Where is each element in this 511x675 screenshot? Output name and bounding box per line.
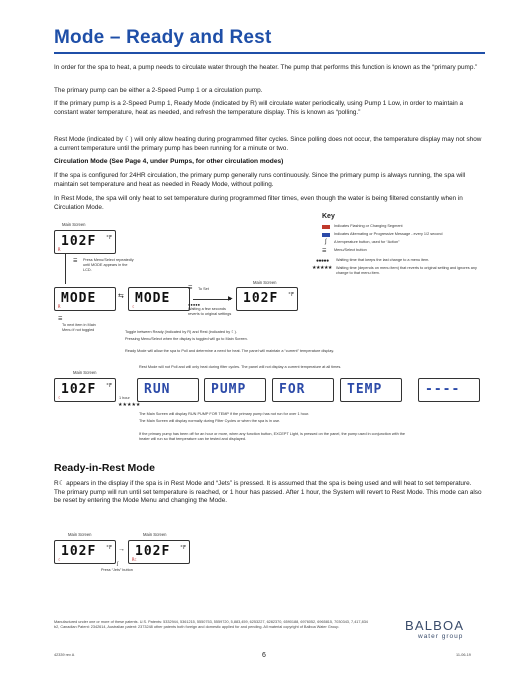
ready-in-rest-heading: Ready-in-Rest Mode	[54, 462, 155, 474]
circulation-paragraph-2: In Rest Mode, the spa will only heat to set temperature during programmed filter times, even though the water is being filtered constantly when in Circulation Mode.	[54, 195, 463, 211]
lcd-deg-4: °F	[105, 545, 112, 551]
lcd-main-screen-2	[236, 287, 298, 311]
lcd-main-screen-4	[54, 540, 116, 564]
waiting-note: Waiting a few seconds reverts to original settings	[188, 307, 232, 316]
lcd-main-screen-5	[128, 540, 190, 564]
main-screen-label-4: Main Screen	[68, 532, 92, 537]
lcd-temp-msg	[340, 378, 402, 402]
wait-stars-icon: ★★★★★	[118, 402, 141, 408]
lcd-main-screen-1	[54, 230, 116, 254]
lcd-mode-indicator-icon: ☾	[58, 557, 61, 562]
sequence-note-1: The Main Screen will display RUN PUMP FOR TEMP if the primary pump has not run for over 1 hour.	[139, 412, 310, 416]
lcd-temp-2: 102F	[243, 291, 279, 306]
key-title: Key	[322, 213, 335, 220]
circulation-paragraph-1: If the spa is configured for 24HR circulation, the primary pump generally runs continuously. Since the primary pump is always running, the spa will maintain set temperature and heat as needed in Ready Mode, without polling.	[54, 172, 466, 188]
lcd-mode-screen-2	[128, 285, 193, 311]
ready-in-rest-paragraph: R☾ appears in the display if the spa is in Rest Mode and “Jets” is pressed. It is assumed that the spa is being used and will heat to set temperature. The primary pump will run until set temperature is reached, or 1 hour has passed. After 1 hour, the System will revert to Rest Mode. This mode can also be reset by entering the Mode Menu and changing the Mode.	[54, 480, 482, 504]
lcd-for-text: FOR	[279, 382, 306, 397]
balboa-logo-sub: water group	[418, 633, 464, 640]
lcd-pump-text: PUMP	[211, 382, 247, 397]
wait-dots-icon: ●●●●●	[188, 302, 201, 307]
lcd-temp-msg-text: TEMP	[347, 382, 383, 397]
wait-dots-icon: ●●●●●	[316, 258, 329, 264]
page-title: Mode – Ready and Rest	[54, 27, 272, 48]
toggle-note-1: Toggle between Ready (indicated by R) and Rest (indicated by ☾).	[125, 330, 237, 334]
title-rule	[54, 52, 485, 54]
lcd-deg-3: °F	[105, 383, 112, 389]
rest-mode-note: Rest Mode will not Poll and will only heat during filter cycles. The panel will not display a current temperature at all times.	[139, 365, 342, 369]
menu-button-icon[interactable]: ☰	[188, 285, 193, 291]
main-screen-label-2: Main Screen	[253, 280, 277, 285]
main-screen-label-3: Main Screen	[73, 370, 97, 375]
key-item-3: A temperature button, used for “Action”	[334, 240, 400, 244]
lcd-mode-indicator-icon: ☾	[132, 304, 135, 309]
sequence-note-2: The Main Screen will display normally during Filter Cycles or when the spa is in use.	[139, 419, 281, 423]
menu-button-icon[interactable]: ☰	[58, 316, 63, 322]
lcd-mode-screen-1	[54, 287, 116, 311]
lcd-main-screen-3	[54, 378, 116, 402]
arrow-right-icon: ▶	[228, 296, 233, 302]
lcd-mode-indicator-icon: ☾	[58, 395, 61, 400]
lcd-mode-1: MODE	[61, 291, 97, 306]
key-item-4: Menu/Select button	[334, 248, 367, 252]
lcd-mode-indicator-icon: R☾	[132, 557, 137, 562]
circulation-heading: Circulation Mode (See Page 4, under Pumps, for other circulation modes)	[54, 158, 284, 165]
blue-swatch-icon	[322, 233, 330, 237]
to-next-note: To next item in Main Menu if not toggled	[62, 323, 96, 332]
intro-paragraph-1: In order for the spa to heat, a pump needs to circulate water through the heater. The pump that performs this function is known as the “primary pump.”	[54, 64, 478, 71]
menu-button-icon: ☰	[322, 248, 327, 254]
intro-paragraph-4: Rest Mode (indicated by ☾) will only allow heating during programmed filter cycles. Since polling does not occur, the temperature display may not show a current temperature until the primary pump has been running for a minute or two.	[54, 136, 482, 152]
lcd-run-text: RUN	[144, 382, 171, 397]
balboa-logo: BALBOA	[405, 618, 465, 633]
jets-button-icon[interactable]: ∫	[117, 561, 119, 567]
lcd-temp-5: 102F	[135, 544, 171, 559]
page-number: 6	[262, 652, 266, 659]
wait-stars-icon: ★★★★★	[312, 265, 332, 271]
intro-paragraph-3: If the primary pump is a 2-Speed Pump 1, Ready Mode (indicated by R) will circulate water periodically, using Pump 1 Low, in order to maintain a constant water temperature, heat as needed, and refresh the temperature display. This is known as “polling.”	[54, 100, 464, 116]
lcd-dash-text: ----	[425, 382, 461, 397]
lcd-mode-indicator-icon: R	[58, 304, 61, 309]
lcd-deg-1: °F	[105, 235, 112, 241]
lcd-for	[272, 378, 334, 402]
lcd-dashes	[418, 378, 480, 402]
key-item-2: Indicates Alternating or Progressive Message - every 1/2 second	[334, 232, 443, 236]
arrow-to-main-screen	[193, 299, 231, 300]
key-item-5: Waiting time that keeps the last change to a menu item.	[336, 258, 430, 262]
lcd-temp-1: 102F	[61, 234, 97, 249]
arrow-right-icon: →	[118, 546, 125, 553]
toggle-note-3: Ready Mode will allow the spa to Poll and determine a need for heat. The panel will maintain a “current” temperature display.	[125, 349, 335, 353]
key-item-1: Indicates Flashing or Changing Segment	[334, 224, 403, 228]
temperature-button-icon: ∫	[325, 239, 327, 245]
toggle-arrow-icon: ⇆	[118, 293, 124, 300]
sequence-note-3: If the primary pump has been off for an hour or more, when any function button, EXCEPT Light, is pressed on the panel, the pump used in conjunction with the heater will run so that temperature can be tested and displayed.	[139, 432, 406, 441]
lcd-run	[137, 378, 199, 402]
connector-line	[65, 254, 66, 284]
lcd-temp-3: 102F	[61, 382, 97, 397]
doc-id: 42339 rev A	[54, 653, 75, 657]
lcd-deg-5: °F	[179, 545, 186, 551]
patents-text: Manufactured under one or more of these patents. U.S. Patents: 5332944, 5361215, 5550753, 5559720, 5,883,459, 6253227, 6282370, 6590188, 6976052, 6965815, 7030343, 7,417,834 b2, Canadian Patent: 2342614, Australian patent: 2373248 other patents both foreign and domestic applied for and pending. All material copyright of Balboa Water Group.	[54, 620, 368, 629]
intro-paragraph-2: The primary pump can be either a 2-Speed Pump 1 or a circulation pump.	[54, 87, 263, 94]
toggle-note-2: Pressing Menu/Select when the display is toggled will go to Main Screen.	[125, 337, 248, 341]
to-set-label: To Set	[198, 287, 209, 291]
main-screen-label-1: Main Screen	[62, 222, 86, 227]
lcd-deg-2: °F	[287, 292, 294, 298]
one-hour-label: 1 hour	[119, 396, 130, 400]
doc-date: 11-06-19	[456, 653, 471, 657]
menu-button-icon[interactable]: ☰	[73, 258, 78, 264]
lcd-mode-2: MODE	[135, 291, 171, 306]
press-menu-note: Press Menu/Select repeatedly until MODE appears in the LCD.	[83, 258, 134, 272]
lcd-mode-indicator-icon: R	[58, 247, 61, 252]
lcd-pump	[204, 378, 266, 402]
press-jets-note: Press “Jets” button	[101, 568, 133, 572]
lcd-temp-4: 102F	[61, 544, 97, 559]
main-screen-label-5: Main Screen	[143, 532, 167, 537]
key-item-6: Waiting time (depends on menu item) that reverts to original setting and ignores any change to that menu item.	[336, 266, 477, 275]
red-swatch-icon	[322, 225, 330, 229]
